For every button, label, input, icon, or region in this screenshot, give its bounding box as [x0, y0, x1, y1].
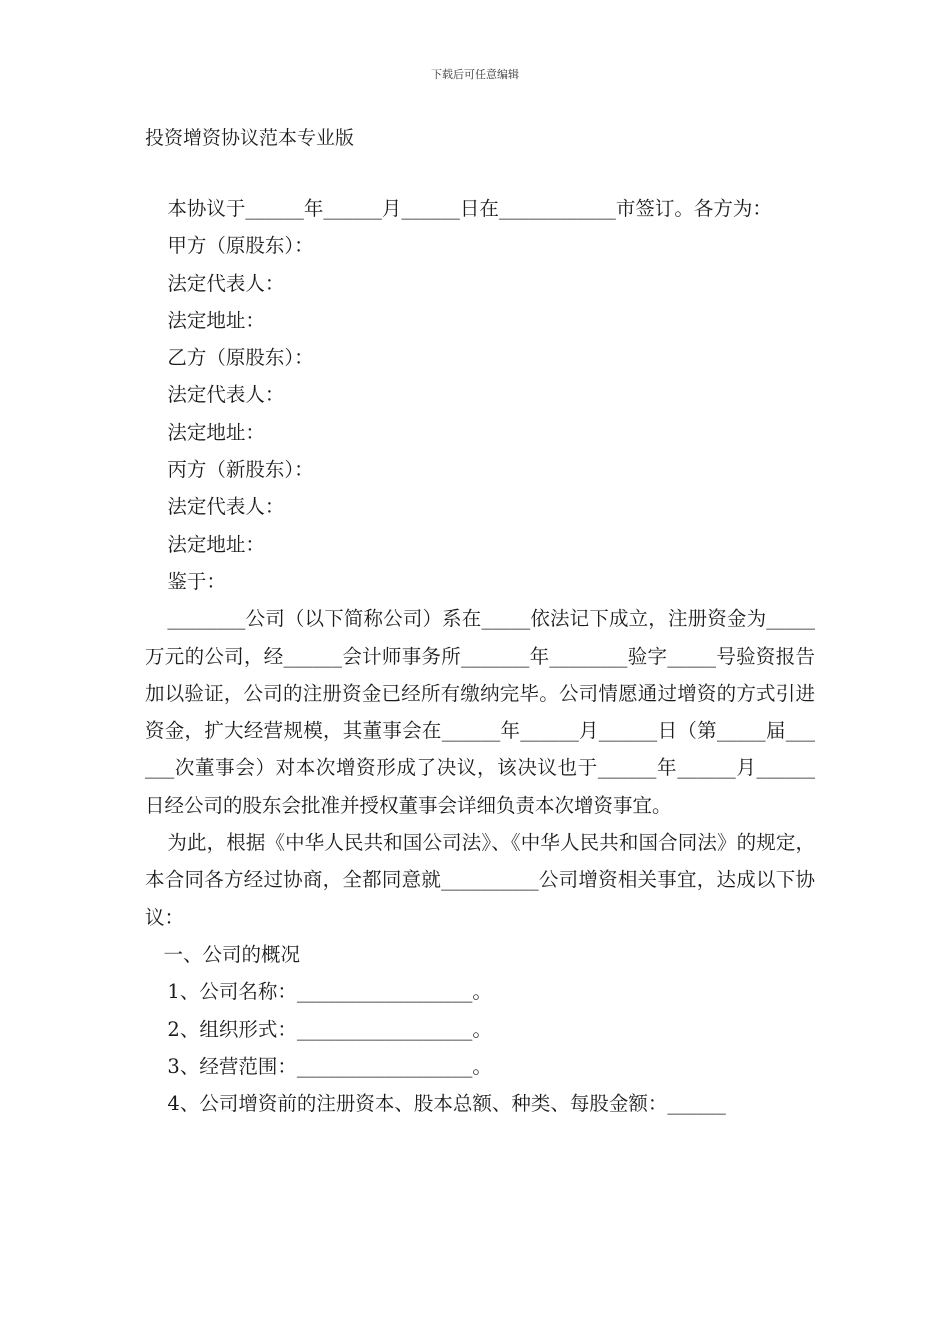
item-registered-capital: 4、公司增资前的注册资本、股本总额、种类、每股金额：______	[167, 1092, 726, 1116]
party-c-representative-line: 法定代表人：	[167, 495, 285, 519]
party-c-line: 丙方（新股东）：	[167, 458, 314, 482]
item-business-scope: 3、经营范围：__________________。	[167, 1054, 492, 1078]
party-b-address-line: 法定地址：	[167, 420, 265, 444]
page-header-note: 下载后可任意编辑	[431, 68, 519, 81]
party-a-representative-line: 法定代表人：	[167, 271, 285, 295]
party-c-address-line: 法定地址：	[167, 532, 265, 556]
recital-paragraph: ________公司（以下简称公司）系在_____依法记下成立，注册资金为_____万元的公司，经______会计师事务所_______年________验字_____号验资报告加以验证，公司的注册资金已经所有缴纳完毕。公司情愿通过增资的方式引进资金，扩大经营规模，其董事会在______年______月______日（第_____届______次董事会）对本次增资形成了决议，该决议也于______年______月______日经公司的股东会批准并授权董事会详细负责本次增资事宜。	[145, 607, 815, 817]
item-organization-form: 2、组织形式：__________________。	[167, 1017, 492, 1041]
item-company-name: 1、公司名称：__________________。	[167, 980, 492, 1004]
intro-paragraph: 本协议于______年______月______日在____________市签订。各方为：	[167, 197, 772, 220]
party-a-address-line: 法定地址：	[167, 308, 265, 332]
section-heading-company-overview: 一、公司的概况	[163, 942, 301, 966]
party-b-line: 乙方（原股东）：	[167, 346, 314, 370]
party-b-representative-line: 法定代表人：	[167, 383, 285, 407]
document-body	[145, 190, 815, 1122]
whereas-line: 鉴于：	[167, 569, 226, 593]
basis-paragraph: 为此，根据《中华人民共和国公司法》、《中华人民共和国合同法》的规定，本合同各方经过协商，全都同意就__________公司增资相关事宜，达成以下协议：	[145, 831, 815, 929]
document-title: 投资增资协议范本专业版	[145, 127, 355, 149]
party-a-line: 甲方（原股东）：	[167, 234, 314, 258]
